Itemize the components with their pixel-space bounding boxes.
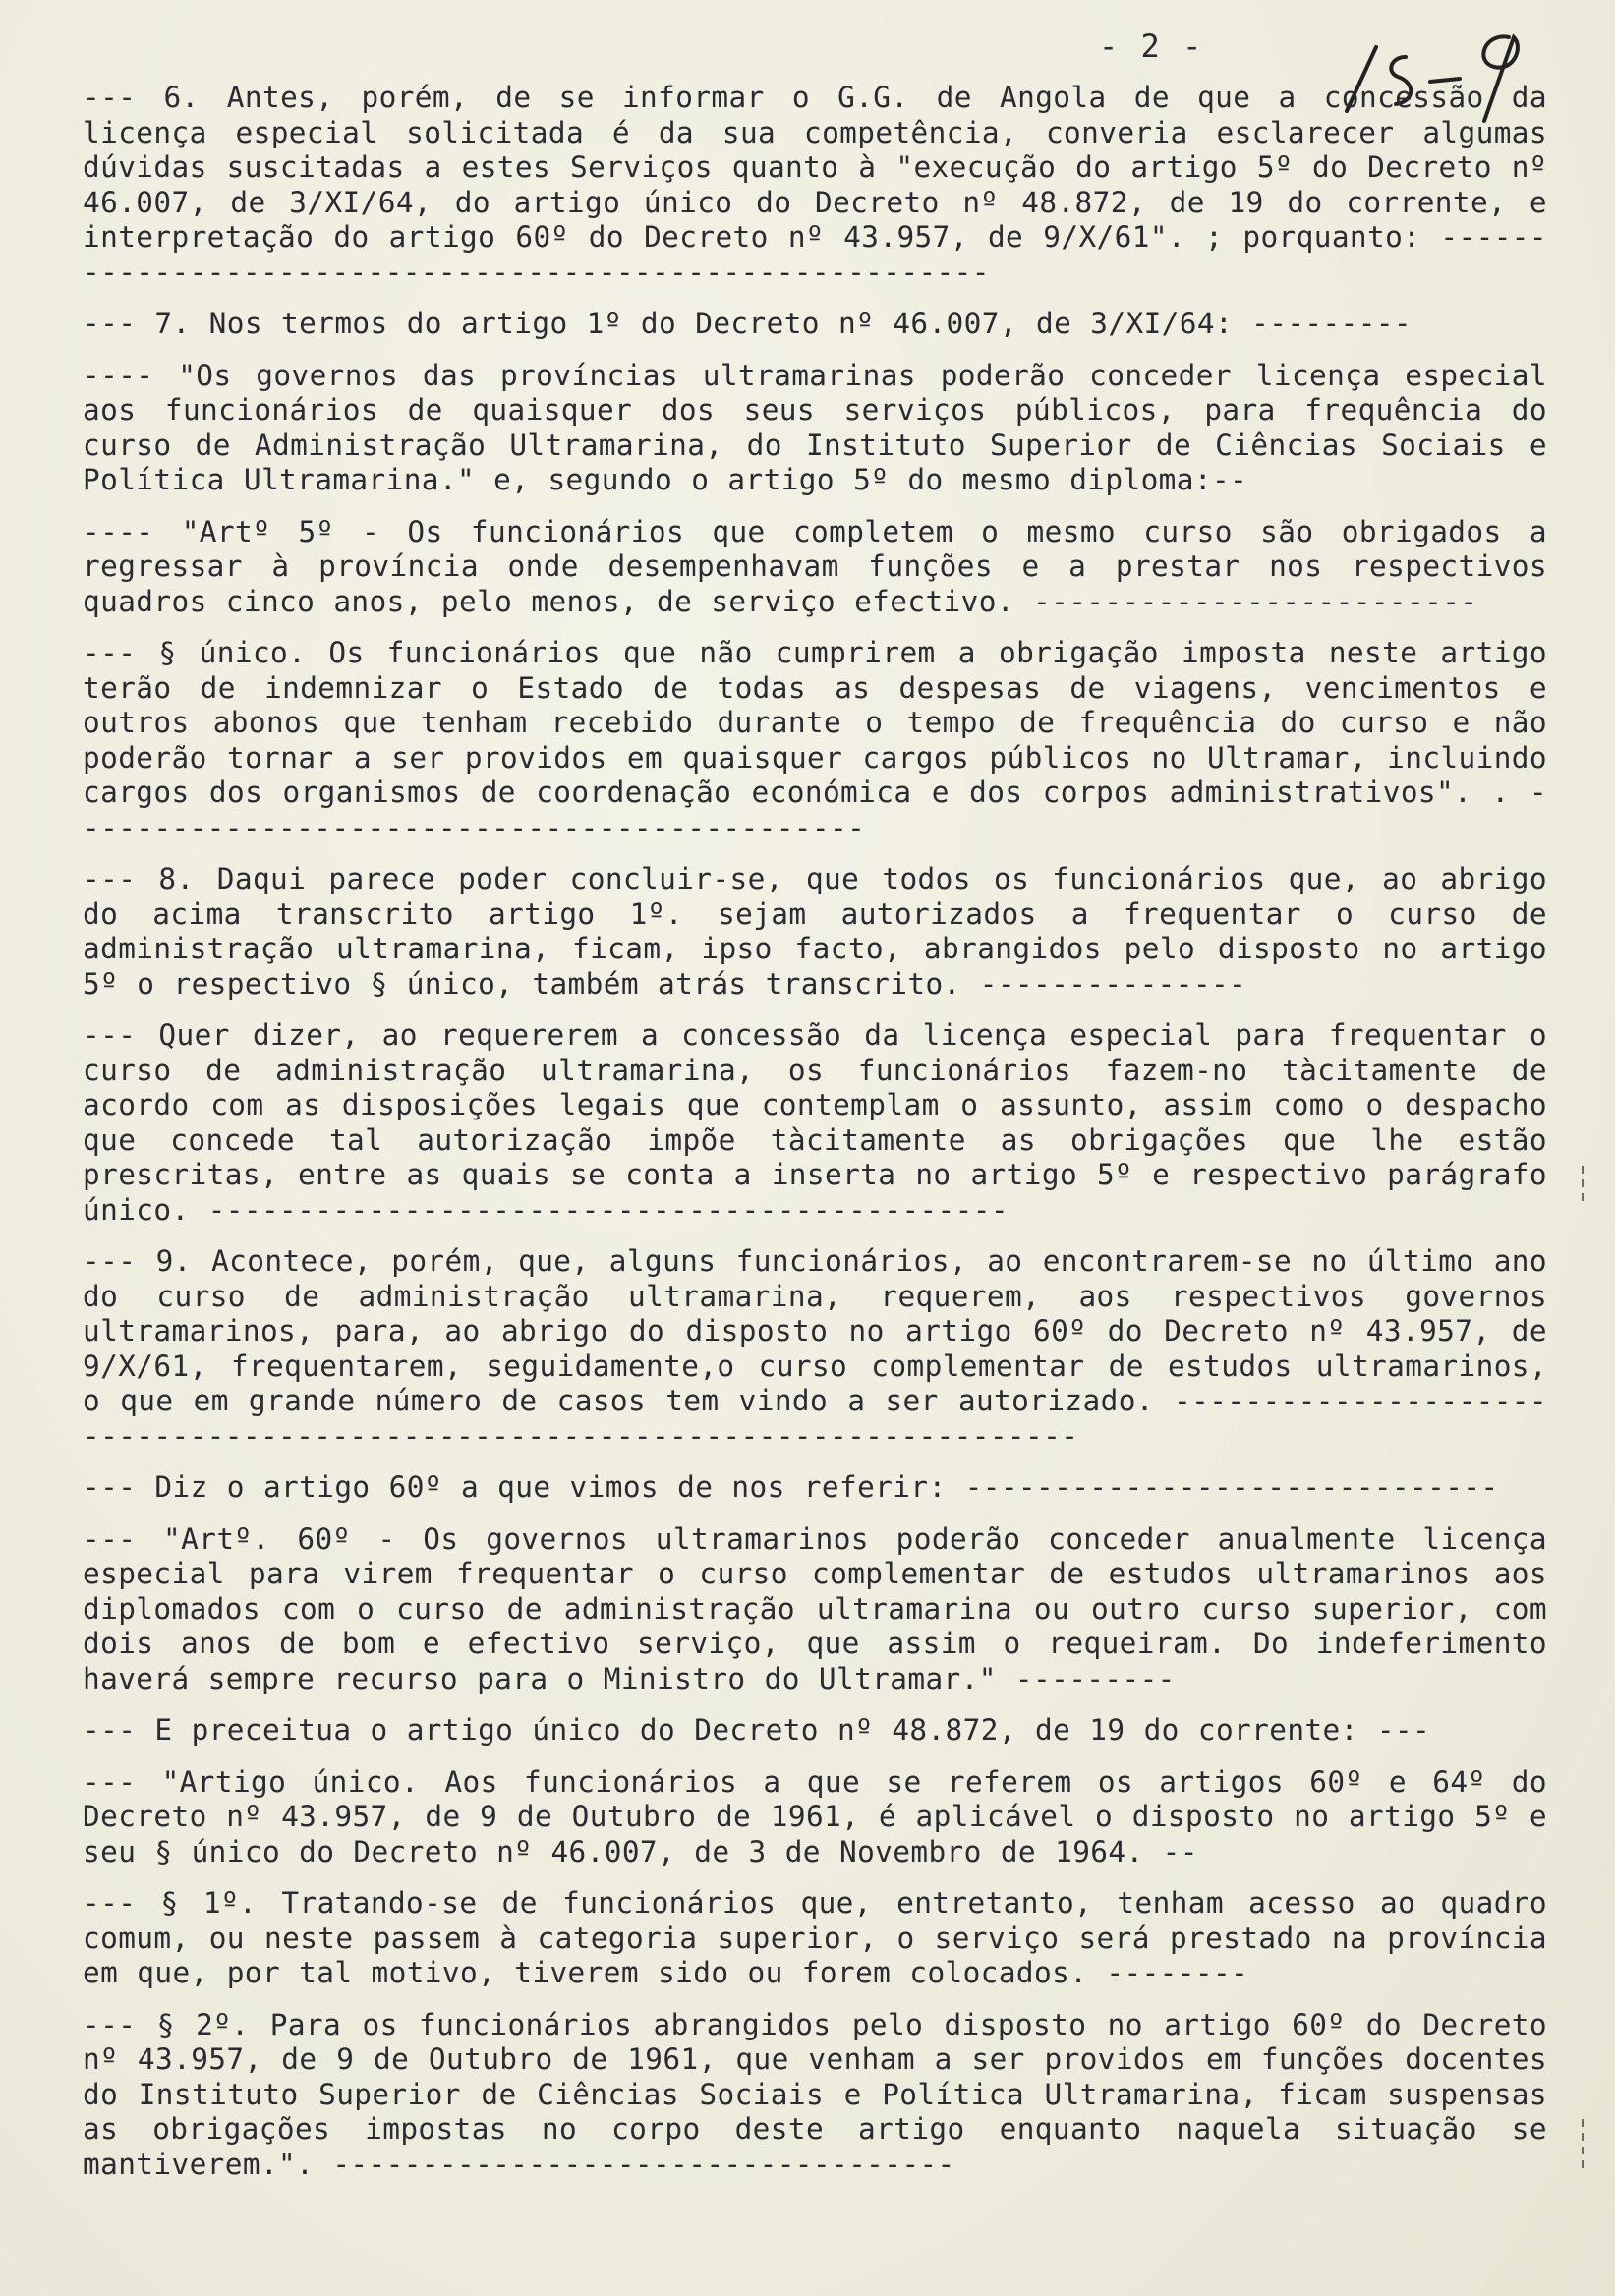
paragraph-9: --- 9. Acontece, porém, que, alguns funcionários, ao encontrarem-se no último ano do curso de administração ultramarina, requerem, aos respectivos governos ultramarinos, para, ao abrigo do disposto no artigo 60º do Decreto nº 43.957, de 9/X/61, frequentarem, seguidamente,o curso complementar de estudos ultramarinos, o que em grande número de casos tem vindo a ser autorizado. ----------------------------------------------------------------------------- xyxy=(83,1244,1547,1453)
quote-paragraph-1: --- § 1º. Tratando-se de funcionários que, entretanto, tenham acesso ao quadro comum, ou neste passem à categoria superior, o serviço será prestado na província em que, por tal motivo, tiverem sido ou forem colocados. -------- xyxy=(83,1886,1547,1989)
paragraph-decree-48872-intro: --- E preceitua o artigo único do Decreto nº 48.872, de 19 do corrente: --- xyxy=(83,1713,1431,1747)
paragraph-7: --- 7. Nos termos do artigo 1º do Decreto nº 46.007, de 3/XI/64: --------- xyxy=(83,307,1413,340)
margin-punch-marks xyxy=(1573,1160,1592,1207)
paragraph-8: --- 8. Daqui parece poder concluir-se, que todos os funcionários que, ao abrigo do acima transcrito artigo 1º. sejam autorizados a frequentar o curso de administração ultramarina, ficam, ipso facto, abrangidos pelo disposto no artigo 5º o respectivo § único, também atrás transcrito. --------------- xyxy=(83,862,1547,1001)
quote-article-60: --- "Artº. 60º - Os governos ultramarinos poderão conceder anualmente licença especial para virem frequentar o curso complementar de estudos ultramarinos aos diplomados com o curso de administração ultramarina ou outro curso superior, com dois anos de bom e efectivo serviço, que assim o requeiram. Do indeferimento haverá sempre recurso para o Ministro do Ultramar." --------- xyxy=(83,1521,1547,1695)
paragraph-8-continued: --- Quer dizer, ao requererem a concessão da licença especial para frequentar o curso de administração ultramarina, os funcionários fazem-no tàcitamente de acordo com as disposições legais que contemplam o assunto, assim como o despacho que concede tal autorização impõe tàcitamente as obrigações que lhe estão prescritas, entre as quais se conta a inserta no artigo 5º e respectivo parágrafo único. --------------------------------------------- xyxy=(83,1018,1547,1227)
page-number: - 2 - xyxy=(1099,28,1204,65)
quote-sole-article: --- "Artigo único. Aos funcionários a que se referem os artigos 60º e 64º do Decreto nº 43.957, de 9 de Outubro de 1961, é aplicável o disposto no artigo 5º e seu § único do Decreto nº 46.007, de 3 de Novembro de 1964. -- xyxy=(83,1764,1547,1868)
quote-sole-paragraph: --- § único. Os funcionários que não cumprirem a obrigação imposta neste artigo terão de indemnizar o Estado de todas as despesas de viagens, vencimentos e outros abonos que tenham recebido durante o tempo de frequência do curso e não poderão tornar a ser providos em quaisquer cargos públicos no Ultramar, incluindo cargos dos organismos de coordenação económica e dos corpos administrativos". . --------------------------------------------- xyxy=(83,636,1547,844)
quote-article-5: ---- "Artº 5º - Os funcionários que completem o mesmo curso são obrigados a regressar à província onde desempenhavam funções e a prestar nos respectivos quadros cinco anos, pelo menos, de serviço efectivo. ------------------------- xyxy=(83,514,1547,618)
quote-article-1: ---- "Os governos das províncias ultramarinas poderão conceder licença especial aos funcionários de quaisquer dos seus serviços públicos, para frequência do curso de Administração Ultramarina, do Instituto Superior de Ciências Sociais e Política Ultramarina." e, segundo o artigo 5º do mesmo diploma:-- xyxy=(83,358,1547,496)
paragraph-6: --- 6. Antes, porém, de se informar o G.G. de Angola de que a concessão da licença especial solicitada é da sua competência, converia esclarecer algumas dúvidas suscitadas a estes Serviços quanto à "execução do artigo 5º do Decreto nº 46.007, de 3/XI/64, do artigo único do Decreto nº 48.872, de 19 do corrente, e interpretação do artigo 60º do Decreto nº 43.957, de 9/X/61". ; porquanto: --------------------------------------------------------- xyxy=(83,81,1547,289)
document-body xyxy=(83,81,1547,2199)
margin-punch-marks-bottom xyxy=(1573,2113,1592,2174)
paragraph-article-60-intro: --- Diz o artigo 60º a que vimos de nos referir: ------------------------------ xyxy=(83,1470,1499,1504)
quote-paragraph-2: --- § 2º. Para os funcionários abrangidos pelo disposto no artigo 60º do Decreto nº 43.957, de 9 de Outubro de 1961, que venham a ser providos em funções docentes do Instituto Superior de Ciências Sociais e Política Ultramarina, ficam suspensas as obrigações impostas no corpo deste artigo enquanto naquela situação se mantiverem.". ----------------------------------- xyxy=(83,2007,1547,2181)
